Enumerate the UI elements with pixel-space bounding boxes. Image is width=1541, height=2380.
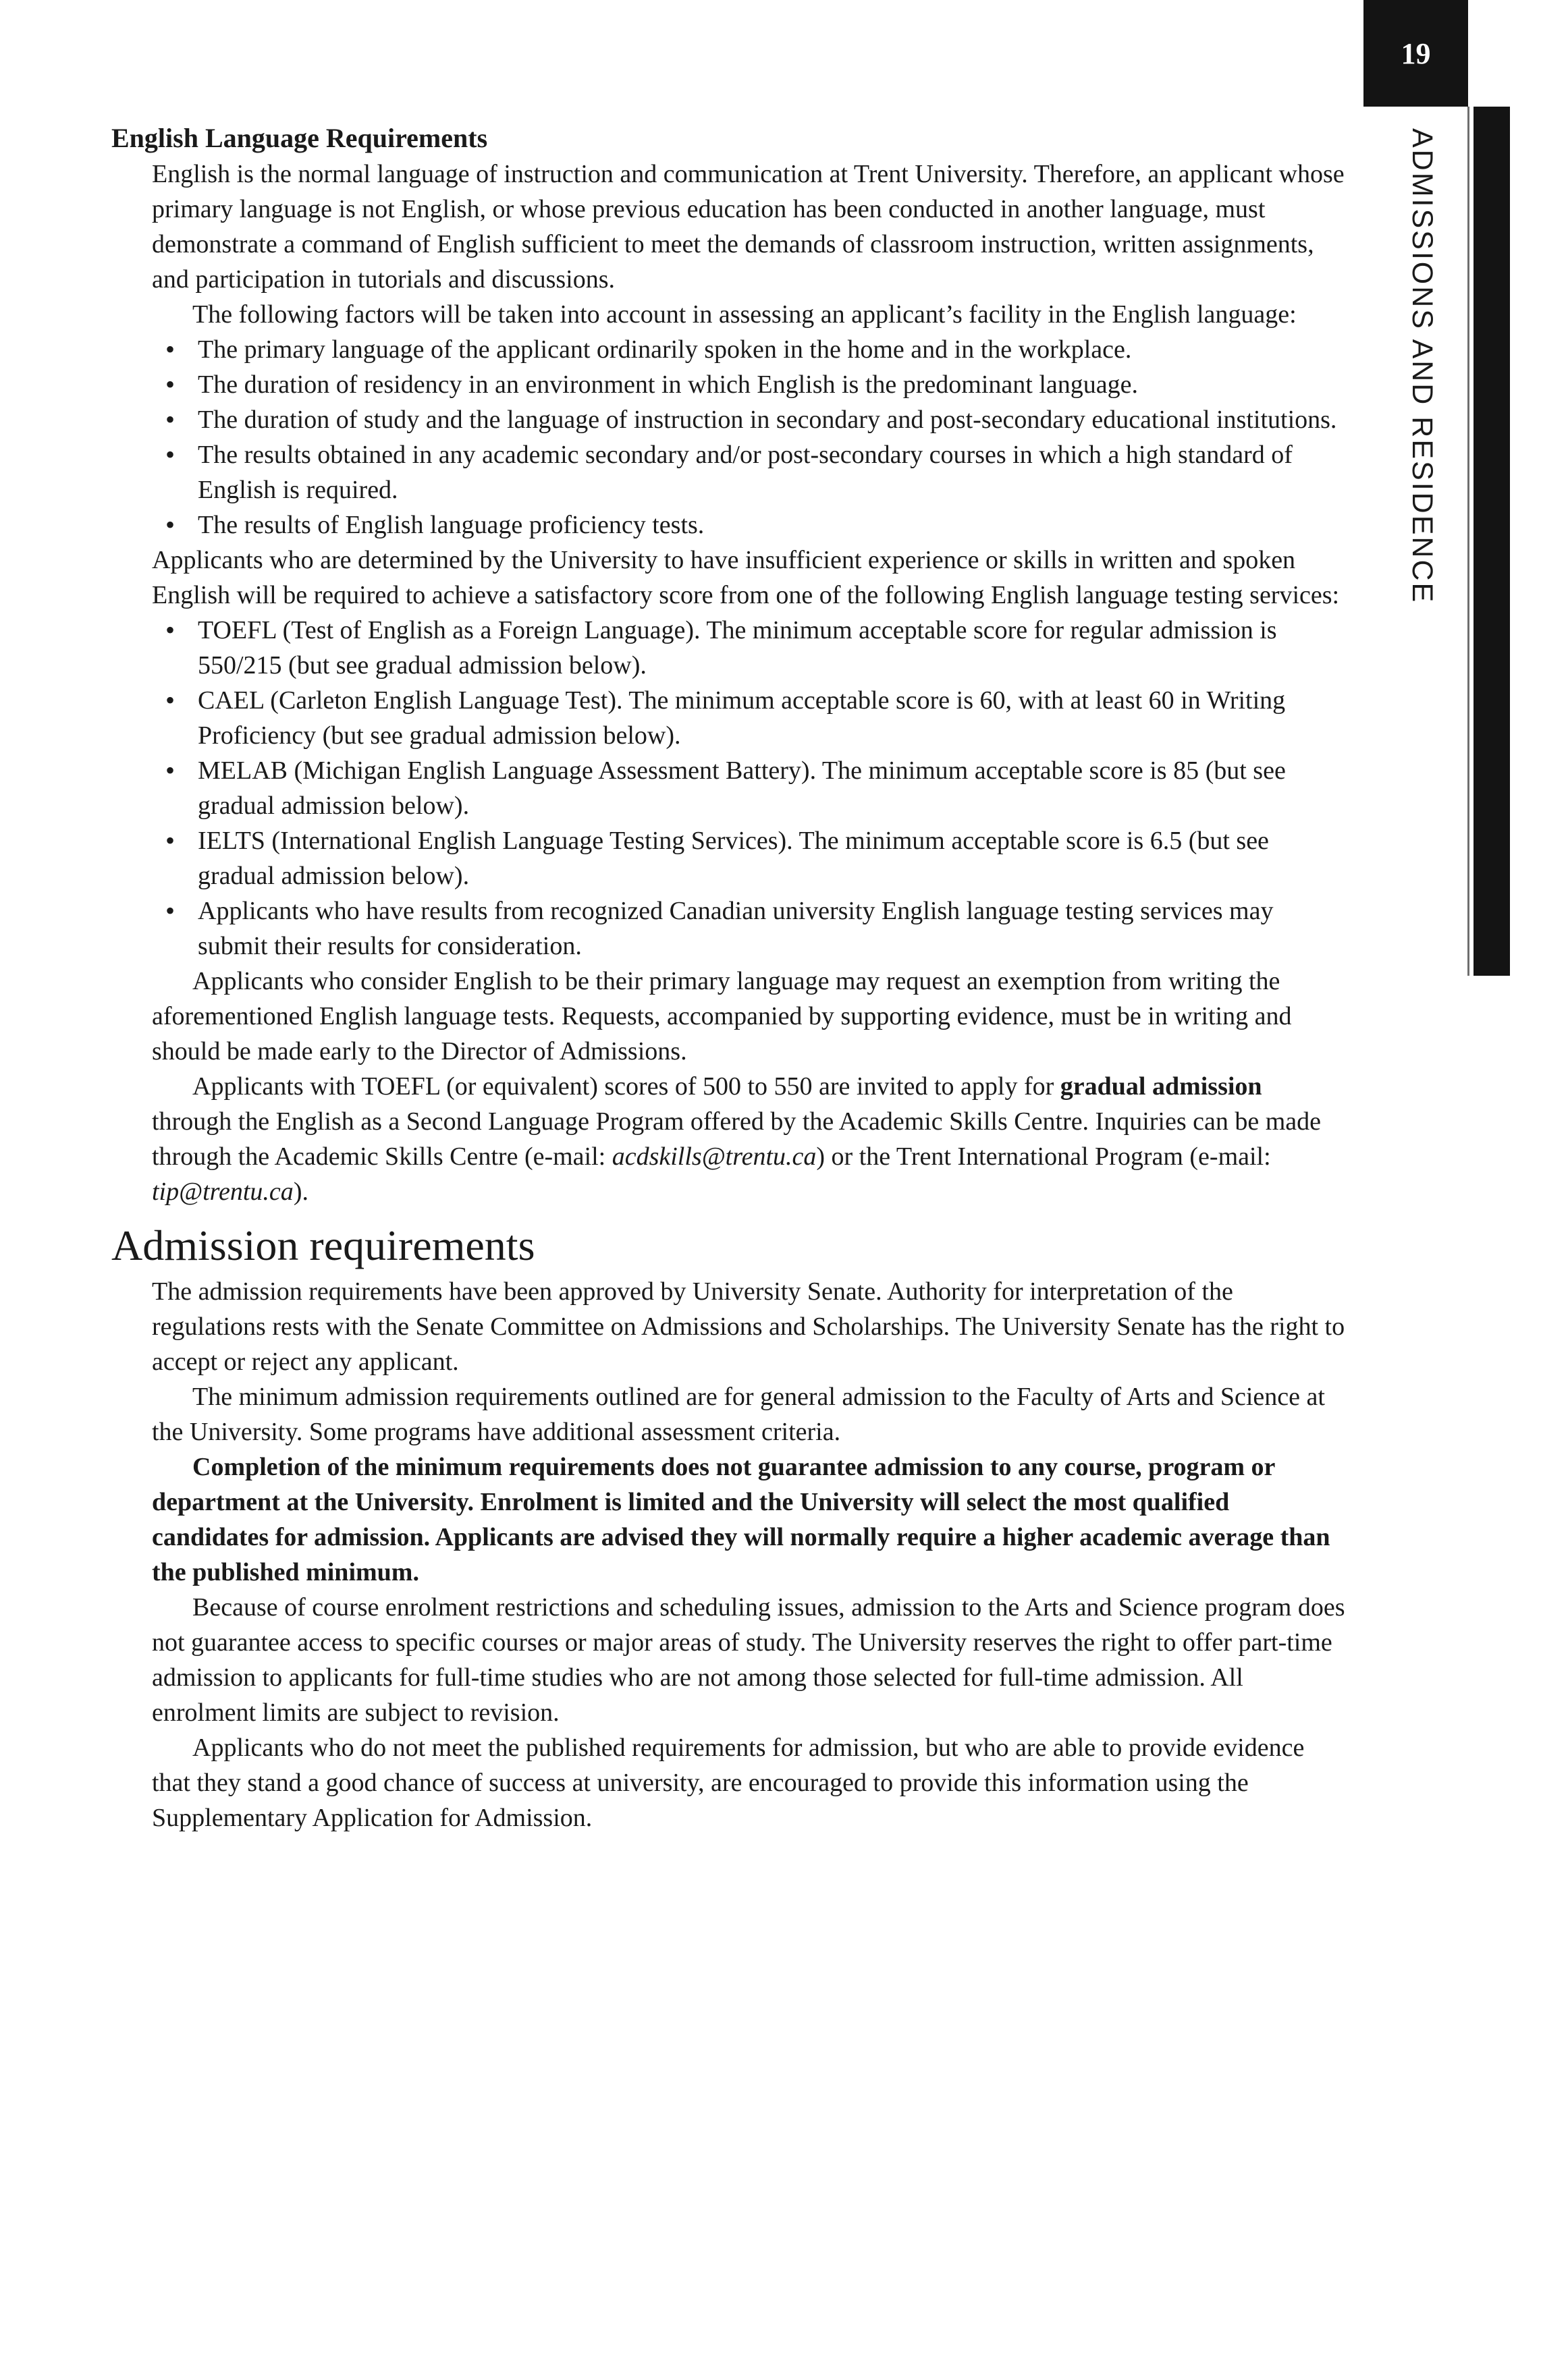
list-item: • The duration of study and the language of instruction in secondary and post-secondary educational institutions. (198, 402, 1347, 437)
list-item: • TOEFL (Test of English as a Foreign Language). The minimum acceptable score for regular admission is 550/215 (but see gradual admission below). (198, 613, 1347, 683)
list-item: • MELAB (Michigan English Language Assessment Battery). The minimum acceptable score is 85 (but see gradual admission below). (198, 753, 1347, 823)
tests-list (111, 613, 1347, 964)
admission-paragraph: Because of course enrolment restrictions and scheduling issues, admission to the Arts and Science program does not guarantee access to specific courses or major areas of study. The University reserves the right to offer part-time admission to applicants for full-time studies who are not among those selected for full-time admission. All enrolment limits are subject to revision. (152, 1593, 1345, 1727)
admission-paragraph: The minimum admission requirements outlined are for general admission to the Faculty of Arts and Science at the University. Some programs have additional assessment criteria. (152, 1383, 1325, 1446)
gradual-admission-term: gradual admission (1060, 1072, 1262, 1101)
gradual-text-mid: through the English as a Second Language Program offered by the Academic Skills Centre. Inquiries can be made through the Academic Skills Centre (e-mail: (152, 1107, 1322, 1171)
section-side-title: ADMISSIONS AND RESIDENCE (1406, 128, 1438, 605)
list-item: • CAEL (Carleton English Language Test). The minimum acceptable score is 60, with at least 60 in Writing Proficiency (but see gradual admission below). (198, 683, 1347, 753)
tests-intro: Applicants who are determined by the University to have insufficient experience or skills in written and spoken English will be required to achieve a satisfactory score from one of the following English language testing services: (152, 546, 1340, 609)
list-item: • The results of English language proficiency tests. (198, 507, 1347, 543)
english-intro: English is the normal language of instruction and communication at Trent University. Therefore, an applicant whose primary language is not English, or whose previous education has been conducted in another language, must demonstrate a command of English sufficient to meet the demands of classroom instruction, written assignments, and participation in tutorials and discussions. (152, 160, 1345, 294)
list-item: • Applicants who have results from recognized Canadian university English language testing services may submit their results for consideration. (198, 893, 1347, 964)
list-item: • The duration of residency in an environment in which English is the predominant language. (198, 367, 1347, 402)
gradual-text-start: Applicants with TOEFL (or equivalent) scores of 500 to 550 are invited to apply for (192, 1072, 1060, 1101)
admission-paragraph: The admission requirements have been approved by University Senate. Authority for interpretation of the regulations rests with the Senate Committee on Admissions and Scholarships. The University Senate has the right to accept or reject any applicant. (152, 1277, 1345, 1376)
gradual-admission-paragraph (111, 1069, 1347, 1209)
side-divider (1467, 107, 1469, 976)
admission-heading: Admission requirements (111, 1221, 535, 1269)
factors-intro: The following factors will be taken into account in assessing an applicant’s facility in the English language: (192, 300, 1297, 329)
admission-paragraph: Applicants who do not meet the published requirements for admission, but who are able to provide evidence that they stand a good chance of success at university, are encouraged to provide this information using the Supplementary Application for Admission. (152, 1734, 1305, 1832)
page-number: 19 (1363, 0, 1468, 107)
gradual-text-mid2: ) or the Trent International Program (e-mail: (816, 1142, 1271, 1171)
list-item: • IELTS (International English Language Testing Services). The minimum acceptable score is 6.5 (but see gradual admission below). (198, 823, 1347, 893)
english-heading: English Language Requirements (111, 123, 488, 153)
list-item: • The results obtained in any academic secondary and/or post-secondary courses in which a high standard of English is required. (198, 437, 1347, 507)
page-content (111, 120, 1347, 1835)
list-item: • The primary language of the applicant ordinarily spoken in the home and in the workplace. (198, 332, 1347, 367)
factors-list (111, 332, 1347, 543)
section-tab-bar (1474, 107, 1510, 976)
asc-email-link[interactable]: acdskills@trentu.ca (612, 1142, 817, 1171)
admission-warning: Completion of the minimum requirements does not guarantee admission to any course, program or department at the University. Enrolment is limited and the University will select the most qualified candidates for admission. Applicants are advised they will normally require a higher academic average than the published minimum. (152, 1453, 1330, 1586)
gradual-text-end: ). (293, 1178, 308, 1206)
exemption-paragraph: Applicants who consider English to be their primary language may request an exemption from writing the aforementioned English language tests. Requests, accompanied by supporting evidence, must be in writing and should be made early to the Director of Admissions. (152, 967, 1292, 1066)
tip-email-link[interactable]: tip@trentu.ca (152, 1178, 294, 1206)
